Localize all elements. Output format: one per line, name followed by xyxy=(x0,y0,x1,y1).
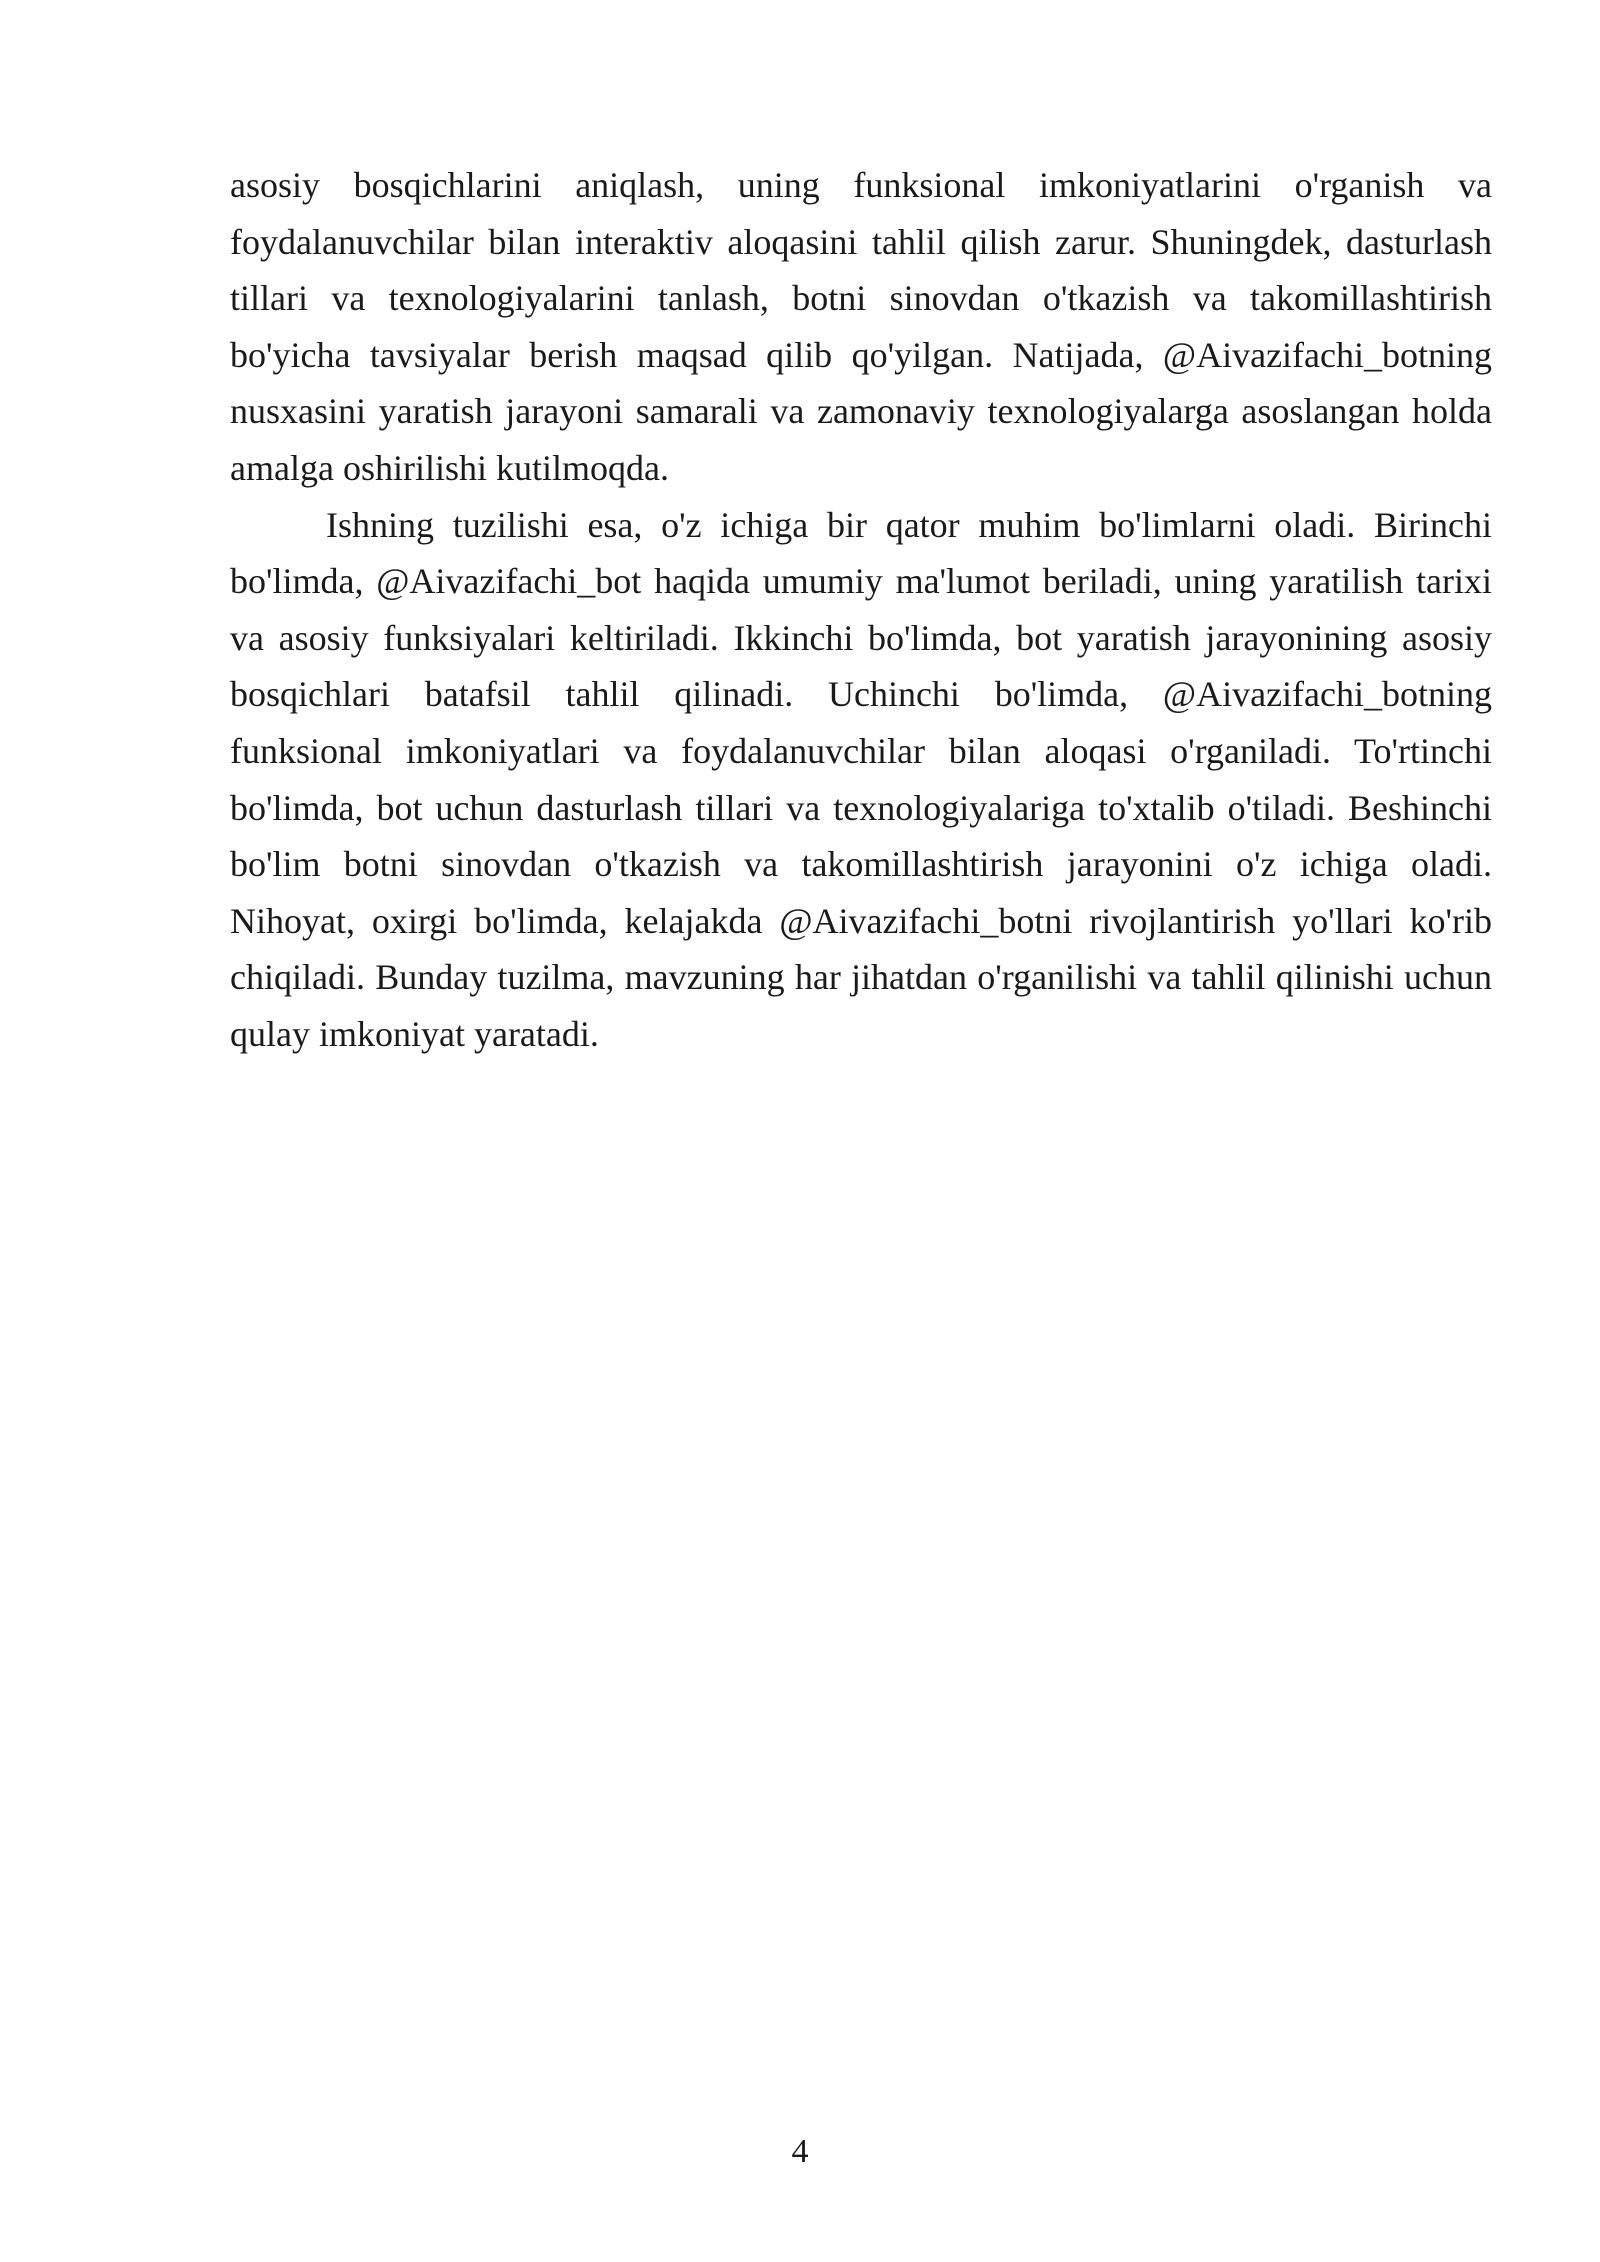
body-text xyxy=(230,157,1492,1063)
page-number: 4 xyxy=(791,2133,809,2170)
paragraph-structure: Ishning tuzilishi esa, o'z ichiga bir qator muhim bo'limlarni oladi. Birinchi bo'limda, @Aivazifachi_bot haqida umumiy ma'lumot beriladi, uning yaratilish tarixi va asosiy funksiyalari keltiriladi. Ikkinchi bo'limda, bot yaratish jarayonining asosiy bosqichlari batafsil tahlil qilinadi. Uchinchi bo'limda, @Aivazifachi_botning funksional imkoniyatlari va foydalanuvchilar bilan aloqasi o'rganiladi. To'rtinchi bo'limda, bot uchun dasturlash tillari va texnologiyalariga to'xtalib o'tiladi. Beshinchi bo'lim botni sinovdan o'tkazish va takomillashtirish jarayonini o'z ichiga oladi. Nihoyat, oxirgi bo'limda, kelajakda @Aivazifachi_botni rivojlantirish yo'llari ko'rib chiqiladi. Bunday tuzilma, mavzuning har jihatdan o'rganilishi va tahlil qilinishi uchun qulay imkoniyat yaratadi. xyxy=(230,504,1492,1054)
paragraph-continuation: asosiy bosqichlarini aniqlash, uning funksional imkoniyatlarini o'rganish va foydalanuvchilar bilan interaktiv aloqasini tahlil qilish zarur. Shuningdek, dasturlash tillari va texnologiyalarini tanlash, botni sinovdan o'tkazish va takomillashtirish bo'yicha tavsiyalar berish maqsad qilib qo'yilgan. Natijada, @Aivazifachi_botning nusxasini yaratish jarayoni samarali va zamonaviy texnologiyalarga asoslangan holda amalga oshirilishi kutilmoqda. xyxy=(230,165,1492,488)
